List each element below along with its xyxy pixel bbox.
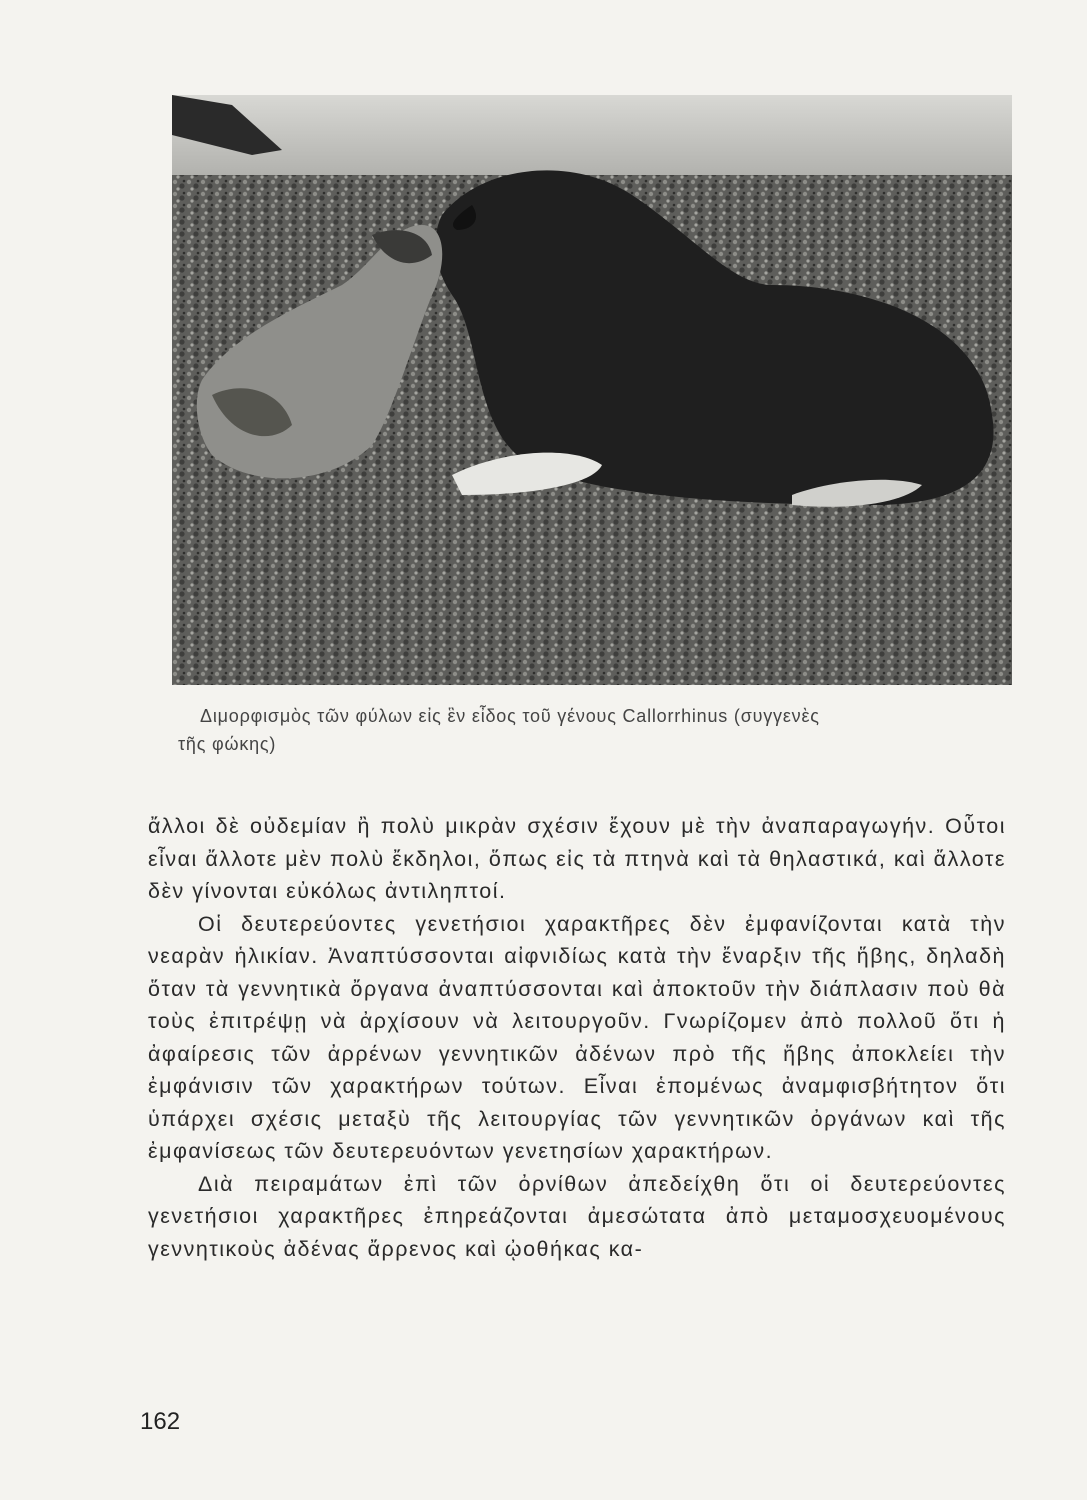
paragraph-2: Οἱ δευτερεύοντες γενετήσιοι χαρακτῆρες δὲν ἐμφανίζονται κατὰ τὴν νεαρὰν ἡλικίαν. Ἀναπτύσσονται αἰφνιδίως κατὰ τὴν ἔναρξιν τῆς ἥβης, δηλαδὴ ὅταν τὰ γεννητικὰ ὄργανα ἀναπτύσσονται καὶ ἀποκτοῦν τὴν διάπλασιν ποὺ θὰ τοὺς ἐπιτρέψῃ νὰ ἀρχίσουν νὰ λειτουργοῦν. Γνωρίζομεν ἀπὸ πολλοῦ ὅτι ἡ ἀφαίρεσις τῶν ἀρρένων γεννητικῶν ἀδένων πρὸ τῆς ἥβης ἀποκλείει τὴν ἐμφάνισιν τῶν χαρακτήρων τούτων. Εἶναι ἑπομένως ἀναμφισβήτητον ὅτι ὑπάρχει σχέσις μεταξὺ τῆς λειτουργίας τῶν γεννητικῶν ὀργάνων καὶ τῆς ἐμφανίσεως τῶν δευτερευόντων γενετησίων χαρακτήρων.: [148, 911, 1006, 1163]
caption-line-1: Διμορφισμὸς τῶν φύλων εἰς ἓν εἶδος τοῦ γένους Callorrhinus (συγγενὲς: [200, 706, 820, 726]
paragraph-3: Διὰ πειραμάτων ἐπὶ τῶν ὀρνίθων ἀπεδείχθη ὅτι οἱ δευτερεύοντες γενετήσιοι χαρακτῆρες ἐπηρεάζονται ἀμεσώτατα ἀπὸ μεταμοσχευομένους γεννητικοὺς ἀδένας ἄρρενος καὶ ᾠοθήκας κα-: [148, 1171, 1006, 1261]
figure-caption: [178, 702, 1010, 758]
body-text: [148, 810, 1006, 1265]
paragraph-1: ἄλλοι δὲ οὐδεμίαν ἢ πολὺ μικρὰν σχέσιν ἔχουν μὲ τὴν ἀναπαραγωγήν. Οὗτοι εἶναι ἄλλοτε μὲν πολὺ ἔκδηλοι, ὅπως εἰς τὰ πτηνὰ καὶ τὰ θηλαστικά, καὶ ἄλλοτε δὲν γίνονται εὐκόλως ἀντιληπτοί.: [148, 814, 1006, 903]
caption-line-2: τῆς φώκης): [178, 734, 277, 754]
seal-photo-image: [172, 95, 1012, 685]
seal-photograph: [172, 95, 1012, 685]
page-number: 162: [140, 1408, 181, 1435]
